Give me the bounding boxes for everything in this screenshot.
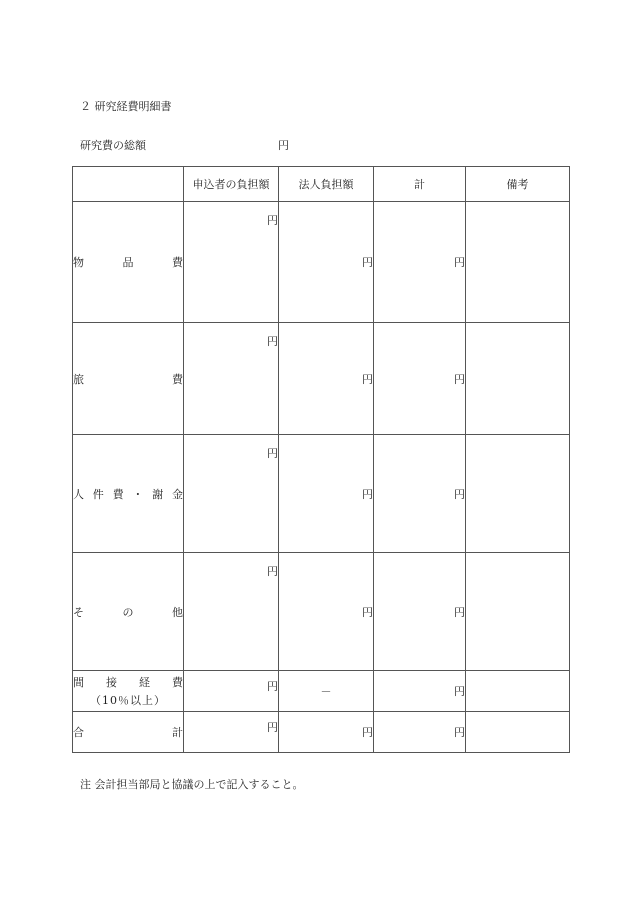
applicant-cell: 円 [184, 553, 279, 671]
total-cell: 円 [374, 323, 466, 435]
applicant-cell: 円 [184, 323, 279, 435]
corporate-cell: 円 [279, 323, 374, 435]
row-supplies [73, 202, 570, 323]
row-label: そ の 他 [73, 553, 184, 671]
row-label: 物 品 費 [73, 202, 184, 323]
total-cell: 円 [374, 435, 466, 553]
applicant-cell: 円 [184, 671, 279, 712]
corporate-cell: 円 [279, 202, 374, 323]
header-total: 計 [374, 167, 466, 202]
corporate-cell: － [279, 671, 374, 712]
corporate-cell: 円 [279, 553, 374, 671]
row-label: 人 件 費 ・ 謝 金 [73, 435, 184, 553]
row-label: 合 計 [73, 712, 184, 753]
row-other [73, 553, 570, 671]
footnote: 注 会計担当部局と協議の上で記入すること。 [80, 778, 304, 791]
page-title: ２ 研究経費明細書 [80, 100, 172, 113]
budget-table [72, 166, 570, 753]
corporate-cell: 円 [279, 712, 374, 753]
applicant-cell: 円 [184, 202, 279, 323]
total-cell: 円 [374, 202, 466, 323]
total-cell: 円 [374, 553, 466, 671]
research-total-unit: 円 [278, 139, 289, 152]
row-personnel [73, 435, 570, 553]
remarks-cell [466, 553, 570, 671]
applicant-cell: 円 [184, 435, 279, 553]
row-grand-total [73, 712, 570, 753]
row-travel [73, 323, 570, 435]
row-sublabel: （10％以上） [90, 694, 166, 707]
remarks-cell [466, 323, 570, 435]
row-indirect [73, 671, 570, 712]
research-total-label: 研究費の総額 [80, 139, 146, 152]
total-cell: 円 [374, 671, 466, 712]
header-corporate-share: 法人負担額 [279, 167, 374, 202]
remarks-cell [466, 712, 570, 753]
header-remarks: 備考 [466, 167, 570, 202]
header-row [73, 167, 570, 202]
total-cell: 円 [374, 712, 466, 753]
row-label: 旅 費 [73, 323, 184, 435]
remarks-cell [466, 202, 570, 323]
header-blank [73, 167, 184, 202]
row-label: 間 接 経 費 （10％以上） [73, 671, 184, 712]
corporate-cell: 円 [279, 435, 374, 553]
applicant-cell: 円 [184, 712, 279, 753]
remarks-cell [466, 671, 570, 712]
remarks-cell [466, 435, 570, 553]
header-applicant-share: 申込者の負担額 [184, 167, 279, 202]
